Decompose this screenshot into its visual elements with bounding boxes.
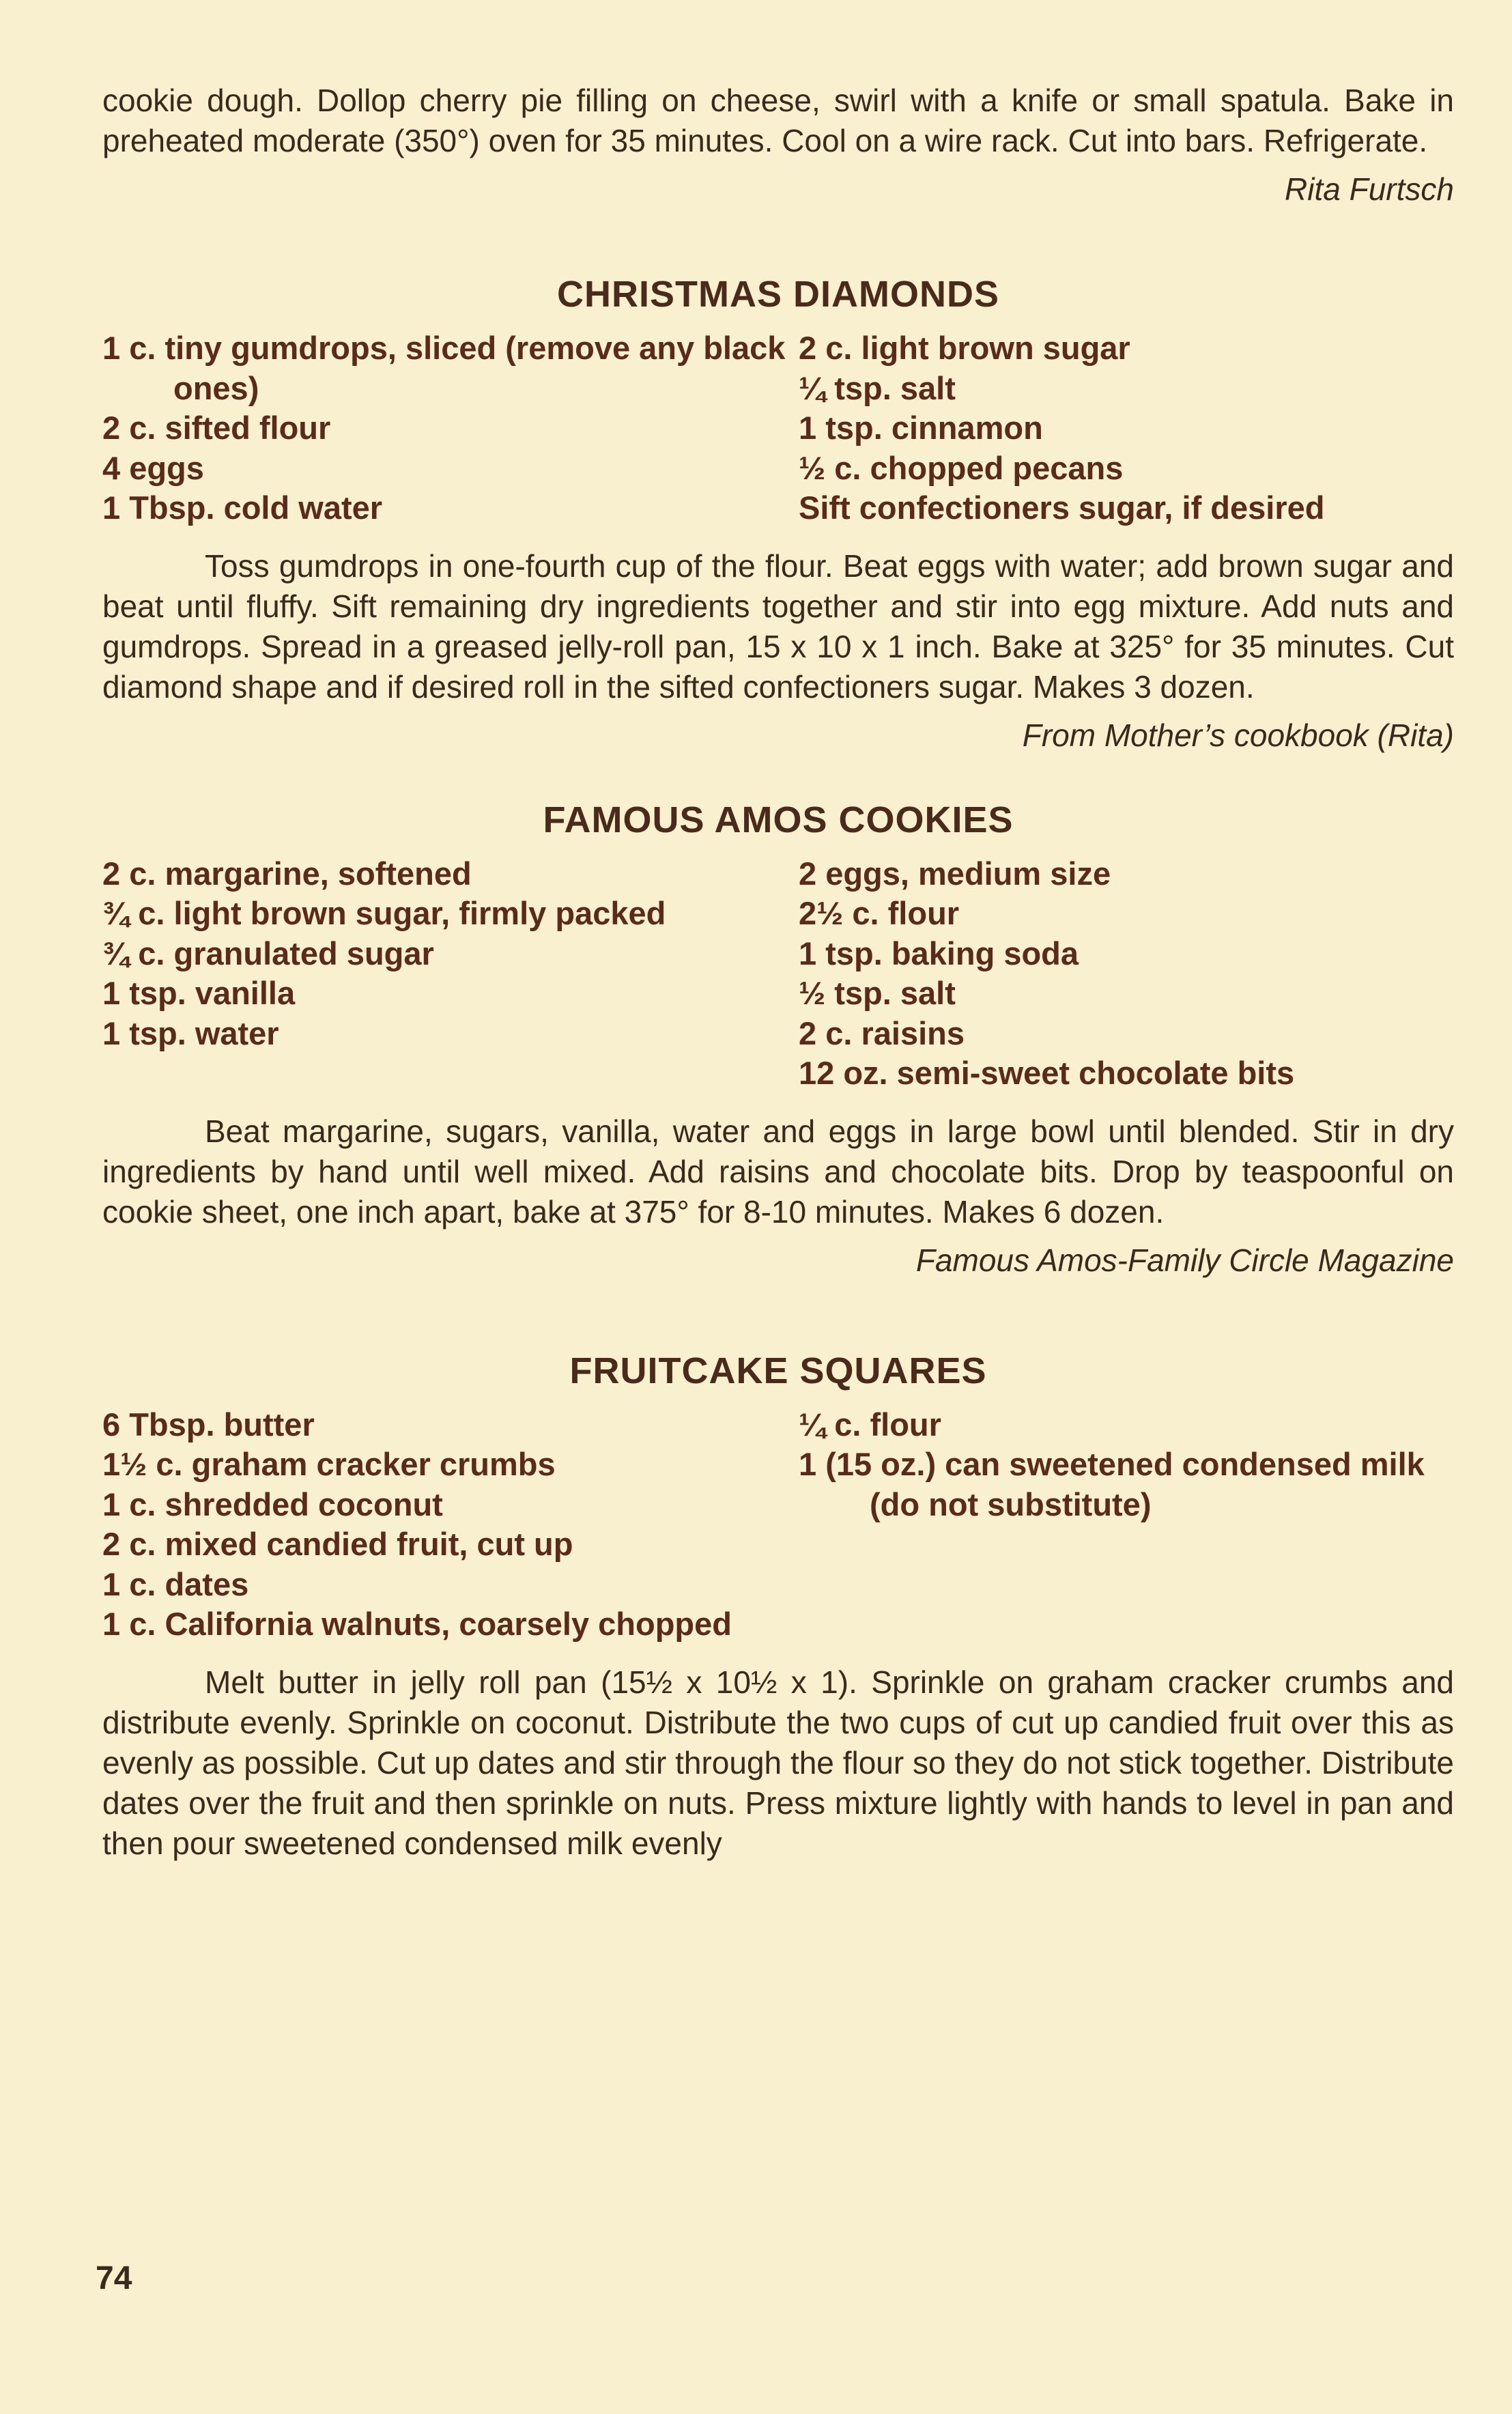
ingredient: 1 tsp. cinnamon bbox=[799, 410, 1043, 446]
ingredient: 2 c. light brown sugar bbox=[799, 330, 1130, 366]
ingredient: 2 c. margarine, softened bbox=[102, 855, 472, 892]
ingredient: 2 c. sifted flour bbox=[102, 410, 331, 446]
ingredient: 1 c. shredded coconut bbox=[102, 1486, 443, 1522]
page-number: 74 bbox=[96, 2260, 132, 2297]
ingredient: ¼ c. flour bbox=[799, 1406, 941, 1443]
ingredient: ¾ c. light brown sugar, firmly packed bbox=[102, 895, 666, 931]
ingredient: 2 eggs, medium size bbox=[799, 855, 1111, 892]
ingredient: 1 (15 oz.) can sweetened condensed milk (do not substitute) bbox=[799, 1446, 1425, 1522]
ingredient: 6 Tbsp. butter bbox=[102, 1406, 315, 1443]
ingredient-list bbox=[102, 1405, 1454, 1645]
ingredient: 2½ c. flour bbox=[799, 895, 960, 931]
recipe-christmas-diamonds bbox=[102, 272, 1454, 756]
ingredient: 1 c. tiny gumdrops, sliced (remove any black ones) bbox=[102, 330, 786, 406]
ingredient: 1 c. California walnuts, coarsely chopped bbox=[102, 1606, 732, 1642]
recipe-directions: Beat margarine, sugars, vanilla, water and eggs in large bowl until blended. Stir in dry ingredients by hand until well mixed. Add raisins and chocolate bits. Drop by teaspoonful on cookie sheet, one inch apart, bake at 375° for 8-10 minutes. Makes 6 dozen. bbox=[102, 1113, 1454, 1230]
ingredient: 1 Tbsp. cold water bbox=[102, 489, 383, 526]
ingredient: 1½ c. graham cracker crumbs bbox=[102, 1446, 556, 1482]
ingredient: 1 tsp. baking soda bbox=[799, 935, 1079, 971]
recipe-famous-amos-cookies bbox=[102, 798, 1454, 1281]
intro-paragraph: cookie dough. Dollop cherry pie filling on cheese, swirl with a knife or small spatula. Bake in preheated moderate (350°) oven for 35 minutes. Cool on a wire rack. Cut into bars. Refrigerate. bbox=[102, 83, 1454, 158]
recipe-title: CHRISTMAS DIAMONDS bbox=[557, 274, 999, 315]
ingredient: Sift confectioners sugar, if desired bbox=[799, 489, 1325, 526]
ingredient: 2 c. mixed candied fruit, cut up bbox=[102, 1526, 573, 1562]
ingredient-list bbox=[102, 854, 1454, 1094]
ingredient-column-left bbox=[102, 328, 799, 528]
ingredient: 12 oz. semi-sweet chocolate bits bbox=[799, 1055, 1295, 1091]
recipe-title: FRUITCAKE SQUARES bbox=[569, 1350, 987, 1391]
ingredient: ¾ c. granulated sugar bbox=[102, 935, 434, 971]
ingredient: ¼ tsp. salt bbox=[799, 369, 956, 406]
ingredient: 2 c. raisins bbox=[799, 1014, 965, 1051]
ingredient-list bbox=[102, 328, 1454, 528]
ingredient: 4 eggs bbox=[102, 449, 204, 486]
intro-credit: Rita Furtsch bbox=[1285, 171, 1454, 207]
ingredient: 1 c. dates bbox=[102, 1565, 249, 1602]
ingredient: ½ tsp. salt bbox=[799, 975, 956, 1011]
ingredient: ½ c. chopped pecans bbox=[799, 449, 1124, 486]
ingredient-column-right bbox=[799, 854, 1454, 1094]
recipe-fruitcake-squares bbox=[102, 1349, 1454, 1864]
recipe-directions: Melt butter in jelly roll pan (15½ x 10½ x 1). Sprinkle on graham cracker crumbs and distribute evenly. Sprinkle on coconut. Distribute the two cups of cut up candied fruit over this as evenly as possible. Cut up dates and stir through the flour so they do not stick together. Distribute dates over the fruit and then sprinkle on nuts. Press mixture lightly with hands to level in pan and then pour sweetened condensed milk evenly bbox=[102, 1664, 1454, 1861]
recipe-credit: Famous Amos-Family Circle Magazine bbox=[915, 1242, 1454, 1278]
ingredient-column-right bbox=[799, 328, 1454, 528]
ingredient: 1 tsp. water bbox=[102, 1014, 279, 1051]
ingredient-column-right bbox=[799, 1405, 1454, 1645]
ingredient: 1 tsp. vanilla bbox=[102, 975, 296, 1011]
recipe-page bbox=[102, 81, 1454, 1864]
ingredient-column-left bbox=[102, 854, 799, 1094]
recipe-directions: Toss gumdrops in one-fourth cup of the flour. Beat eggs with water; add brown sugar and beat until fluffy. Sift remaining dry ingredients together and stir into egg mixture. Add nuts and gumdrops. Spread in a greased jelly-roll pan, 15 x 10 x 1 inch. Bake at 325° for 35 minutes. Cut diamond shape and if desired roll in the sifted confectioners sugar. Makes 3 dozen. bbox=[102, 548, 1454, 705]
recipe-credit: From Mother’s cookbook (Rita) bbox=[1022, 717, 1454, 753]
ingredient-column-left bbox=[102, 1405, 799, 1645]
recipe-title: FAMOUS AMOS COOKIES bbox=[543, 799, 1014, 840]
